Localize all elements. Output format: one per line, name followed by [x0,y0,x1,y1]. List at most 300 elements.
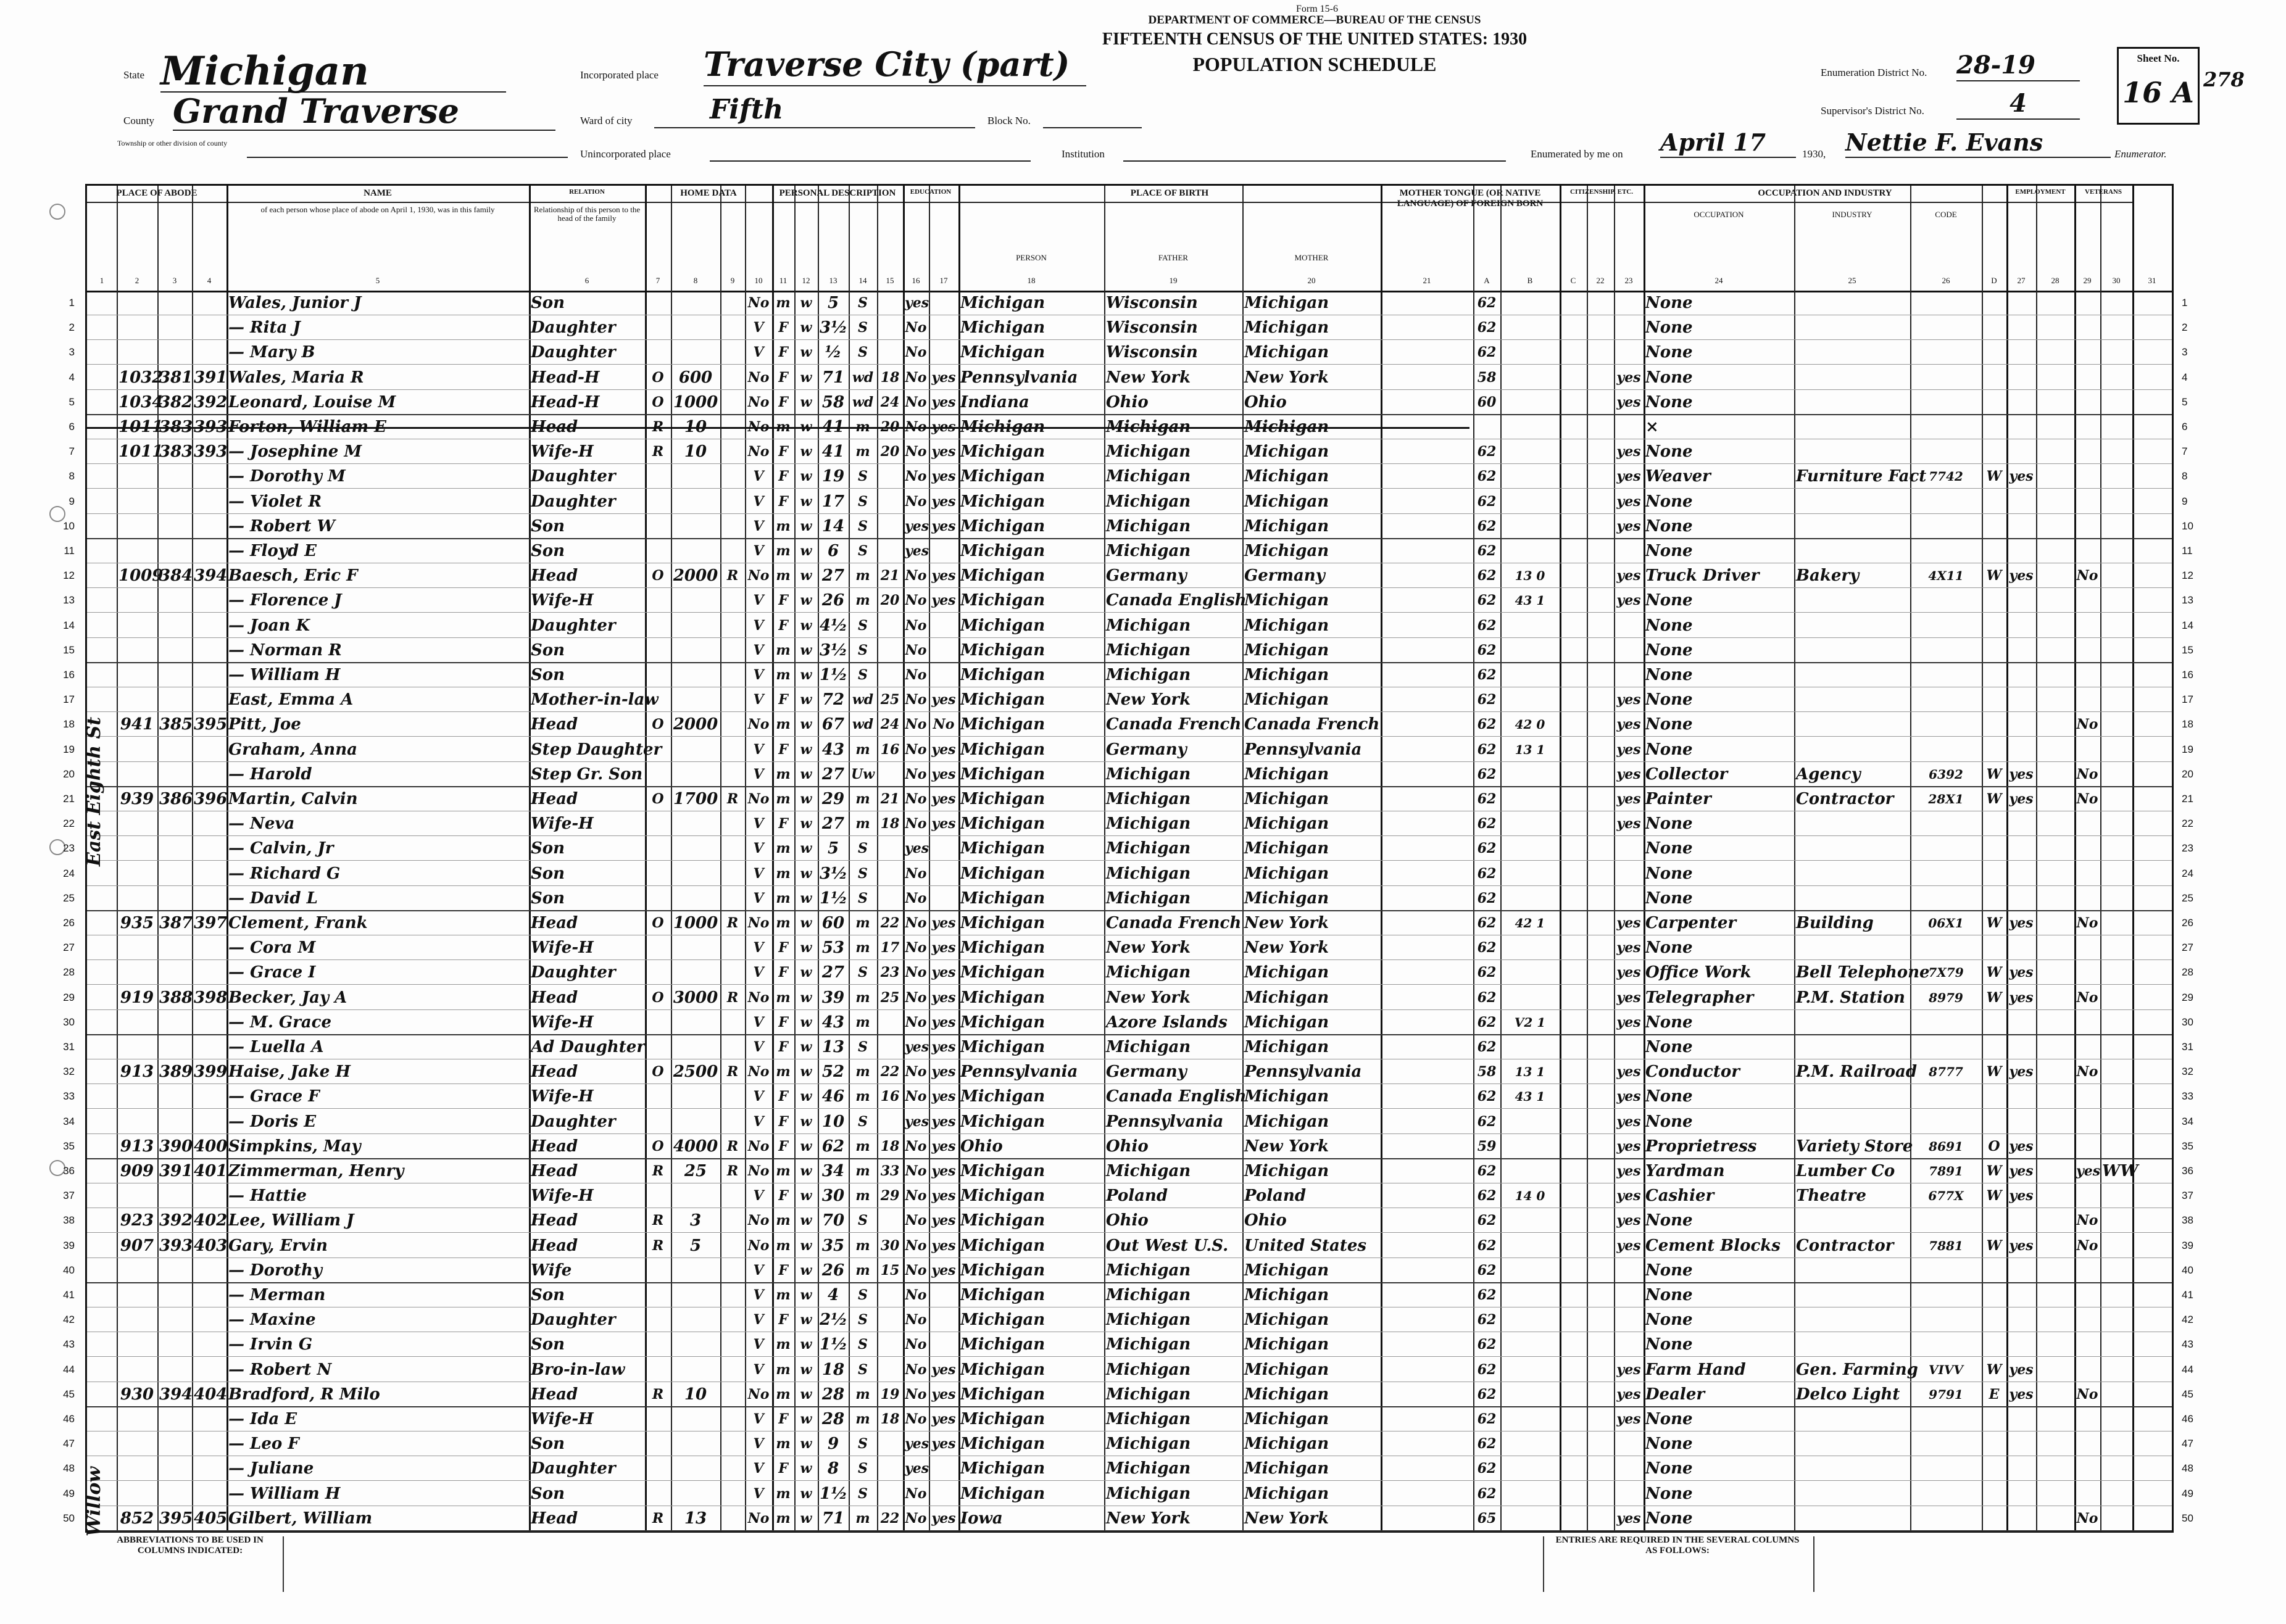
cell-war [2102,912,2130,934]
cell-vet [2076,1036,2098,1058]
cell-name: — Richard G [228,864,341,883]
cell-father-birth: New York [1106,690,1191,710]
cell-family [194,1011,225,1034]
table-row [63,1208,2193,1233]
cell-occ-code [1912,615,1980,637]
line-number-left: 15 [63,644,75,656]
cell-marital: Uw [850,766,875,782]
cell-year-imm [1561,1483,1585,1505]
cell-race: w [800,766,812,782]
line-number-left: 17 [63,694,75,706]
cell-race: w [800,1188,812,1204]
cell-father-birth: Canada English [1106,591,1247,610]
cell-abc: 13 1 [1515,1064,1545,1080]
cell-family: 405 [194,1509,228,1528]
cell-tenure [647,589,669,611]
cell-dwelling [159,763,190,785]
column-number: 8 [693,276,698,285]
cell-read: yes [931,1237,956,1254]
cell-birth: Michigan [960,963,1045,982]
cell-relation: Son [531,1435,565,1454]
cell-year-imm [1561,639,1585,661]
cell-marriage-age: 22 [880,915,900,931]
cell-age: 2½ [820,1311,848,1330]
cell-family [194,837,225,860]
cell-industry: P.M. Railroad [1796,1063,1918,1082]
cell-marriage-age [879,1359,901,1381]
cell-war [2102,1135,2130,1158]
cell-week [2038,887,2072,909]
cell-vet [2076,1085,2098,1108]
cell-class [1984,639,2005,661]
line-number-left: 23 [63,842,75,855]
cell-sex: m [776,1287,791,1303]
cell-birth: Michigan [960,764,1045,784]
cell-age: 3½ [820,864,848,883]
cell-naturalized [1589,317,1612,339]
cell-radio [722,739,743,761]
cell-father-birth: Michigan [1106,1038,1191,1056]
cell-value [673,1483,718,1505]
cell-tongue [1382,1359,1471,1381]
cell-read: yes [931,444,956,460]
cell-value [673,615,718,637]
cell-marriage-age [879,292,901,314]
cell-value: 2000 [673,715,718,734]
cell-week [2038,1483,2072,1505]
cell-class [1984,540,2005,562]
cell-mother-birth: Michigan [1244,492,1329,511]
cell-tongue [1382,1483,1471,1505]
cell-tenure: R [652,1212,664,1229]
cell-occupation: None [1645,591,1693,610]
cell-marital: S [858,642,868,658]
cell-marital: m [855,1163,870,1179]
cell-father-birth: Michigan [1106,790,1191,808]
cell-naturalized [1589,1011,1612,1034]
cell-industry [1796,515,1908,537]
cell-work [2008,317,2034,339]
cell-abc [1502,1408,1558,1430]
cell-war [2102,788,2130,810]
cell-farm: V [753,1361,764,1378]
cell-mother-birth: Michigan [1244,1261,1329,1280]
cell-class: W [1986,989,2002,1006]
cell-tongue [1382,317,1471,339]
cell-birth: Michigan [960,616,1045,635]
cell-naturalized [1589,615,1612,637]
cell-sex: m [776,1237,791,1254]
cell-age: 71 [821,1509,845,1528]
table-row [63,886,2193,911]
cell-class [1984,813,2005,835]
cell-name: — Rita J [228,318,301,338]
cell-occ-code: 7742 [1929,469,1963,484]
cell-farm: No [747,394,770,410]
cell-occ-code [1912,1036,1980,1058]
cell-marriage-age [879,1284,901,1306]
group-underline [903,202,958,203]
cell-marital: S [858,840,868,857]
cell-mother-birth: Michigan [1244,318,1329,338]
cell-year-imm [1561,441,1585,463]
cell-sex: F [778,964,788,981]
cell-industry: Variety Store [1796,1137,1913,1156]
cell-family [194,1111,225,1133]
cell-house [118,1309,156,1331]
cell-house: 907 [120,1236,154,1255]
line-number-left: 35 [63,1140,75,1152]
cell-birth: Ohio [960,1137,1003,1156]
cell-race: w [800,940,812,956]
cell-read: yes [931,592,956,609]
cell-war [2102,639,2130,661]
cell-naturalized [1589,416,1612,438]
cell-war [2102,1309,2130,1331]
cell-marriage-age [879,615,901,637]
cell-farm: V [753,1460,764,1477]
cell-occupation: None [1645,1335,1693,1354]
column-group-birth: PLACE OF BIRTH [1130,188,1209,198]
line-number-right: 40 [2182,1264,2193,1276]
cell-english: yes [1616,964,1641,981]
cell-tongue [1382,863,1471,885]
cell-race: w [800,518,812,534]
cell-marriage-age [879,1457,901,1480]
state-value: Michigan [160,48,506,93]
cell-occ-code [1912,1457,1980,1480]
cell-father-birth: Michigan [1106,839,1191,858]
cell-tenure [647,763,669,785]
cell-school: No [905,766,927,782]
cell-occ-code [1912,1433,1980,1455]
table-row [63,1258,2193,1283]
cell-naturalized [1589,515,1612,537]
cell-week [2038,341,2072,363]
cell-radio [722,1284,743,1306]
cell-work [2008,441,2034,463]
cell-tongue [1382,1309,1471,1331]
cell-work [2008,863,2034,885]
cell-abc: 43 1 [1515,593,1545,608]
cell-dwelling [159,863,190,885]
cell-tongue [1382,465,1471,487]
cell-father-birth: Pennsylvania [1106,1112,1224,1131]
cell-sex: m [776,840,791,857]
cell-class [1984,1284,2005,1306]
cell-farm: V [753,766,764,782]
cell-industry [1796,739,1908,761]
cell-tongue [1382,391,1471,413]
cell-week [2038,713,2072,735]
cell-name: Gilbert, William [228,1509,373,1528]
cell-industry [1796,1036,1908,1058]
state-label: State [123,69,144,81]
column-number: 12 [802,276,810,285]
cell-year-imm [1561,1135,1585,1158]
cell-farm: V [753,592,764,609]
cell-industry [1796,1483,1908,1505]
line-number-right: 44 [2182,1363,2193,1375]
cell-tongue [1382,887,1471,909]
cell-mother-birth: Michigan [1244,1360,1329,1379]
cell-race: w [800,1262,812,1278]
line-number-right: 41 [2182,1289,2193,1301]
cell-birth: Michigan [960,1211,1045,1230]
enum-district-value: 28-19 [1956,51,2080,81]
cell-marital: S [858,667,868,683]
cell-marital: S [858,1113,868,1130]
cell-school: No [905,468,927,485]
cell-relation: Head [531,1385,578,1404]
cell-vet [2076,1483,2098,1505]
cell-school: No [905,1237,927,1254]
cell-marriage-age: 29 [880,1188,900,1204]
cell-vet [2076,1135,2098,1158]
cell-tongue [1382,713,1471,735]
cell-week [2038,689,2072,711]
cell-farm: V [753,518,764,534]
cell-tongue [1382,441,1471,463]
cell-family [194,1185,225,1207]
cell-war [2102,1085,2130,1108]
cell-marriage-age: 19 [880,1386,900,1402]
cell-code: 62 [1477,692,1497,708]
cell-name: — Mary B [228,343,315,362]
cell-code: 62 [1477,1386,1497,1402]
column-number: 7 [655,276,660,285]
cell-relation: Head [531,1137,578,1156]
cell-school: No [905,915,927,931]
cell-house [118,1085,156,1108]
cell-naturalized [1589,664,1612,686]
cell-value [673,961,718,984]
cell-name: Forton, William E [228,418,386,436]
cell-year-imm [1561,961,1585,984]
cell-read: yes [931,518,956,534]
cell-occ-code [1912,367,1980,389]
cell-father-birth: Azore Islands [1106,1013,1228,1032]
cell-occ-code [1912,739,1980,761]
cell-war [2102,292,2130,314]
cell-race: w [800,667,812,683]
cell-occupation: None [1645,1261,1693,1280]
cell-code: 58 [1477,369,1497,386]
line-number-left: 31 [63,1041,75,1053]
cell-abc [1502,1235,1558,1257]
cell-house: 913 [120,1137,154,1156]
line-number-left: 27 [63,942,75,954]
cell-value [673,739,718,761]
cell-occ-code [1912,664,1980,686]
cell-naturalized [1589,1111,1612,1133]
cell-value [673,1309,718,1331]
cell-week [2038,739,2072,761]
cell-tenure: R [652,1163,664,1179]
cell-vet [2076,937,2098,959]
cell-school: No [905,1014,927,1030]
cell-occupation: None [1645,715,1693,734]
cell-father-birth: Ohio [1106,1211,1149,1230]
cell-birth: Michigan [960,591,1045,610]
cell-class [1984,1507,2005,1530]
cell-race: w [800,989,812,1006]
cell-farm: No [747,791,770,807]
cell-marital: S [858,344,868,361]
cell-code: 62 [1477,1361,1497,1378]
cell-marital: wd [852,716,874,733]
cell-birth: Michigan [960,715,1045,734]
cell-house [118,863,156,885]
cell-work [2008,1408,2034,1430]
cell-farm: No [747,444,770,460]
cell-occupation: None [1645,1459,1693,1478]
cell-class [1984,1483,2005,1505]
line-number-right: 39 [2182,1239,2193,1251]
table-row [63,1059,2193,1084]
cell-work [2008,937,2034,959]
cell-sex: m [776,518,791,534]
cell-radio [722,515,743,537]
cell-war [2102,689,2130,711]
cell-code: 62 [1477,1039,1497,1055]
cell-marital: m [855,940,870,956]
cell-value [673,1011,718,1034]
cell-marriage-age: 24 [880,716,900,733]
cell-week [2038,317,2072,339]
cell-relation: Son [531,640,565,660]
cell-family: 403 [194,1236,228,1255]
cell-occ-code [1912,1507,1980,1530]
table-row [63,1456,2193,1481]
cell-industry [1796,540,1908,562]
cell-birth: Michigan [960,1038,1045,1056]
cell-class [1984,1333,2005,1356]
cell-school: No [905,791,927,807]
cell-occupation: Farm Hand [1645,1360,1746,1379]
cell-marriage-age [879,1209,901,1232]
cell-english [1616,664,1642,686]
strike-line [87,427,1469,429]
cell-work [2008,1259,2034,1282]
cell-race: w [800,295,812,311]
line-number-right: 8 [2182,470,2188,483]
cell-age: 53 [821,938,845,958]
cell-marital: m [855,444,870,460]
cell-school: yes [905,518,929,534]
cell-marital: m [855,1064,870,1080]
line-number-right: 29 [2182,991,2193,1003]
cell-code: 62 [1477,568,1497,584]
cell-year-imm [1561,1433,1585,1455]
cell-tongue [1382,1011,1471,1034]
cell-sex: F [778,940,788,956]
cell-english: yes [1616,1064,1641,1080]
cell-birth: Michigan [960,516,1045,536]
cell-industry [1796,1111,1908,1133]
cell-week [2038,1036,2072,1058]
cell-marriage-age: 22 [880,1510,900,1527]
cell-vet [2076,465,2098,487]
cell-naturalized [1589,1408,1612,1430]
cell-occupation: None [1645,666,1693,684]
cell-birth: Michigan [960,1236,1045,1255]
cell-race: w [800,865,812,882]
cell-vet [2076,589,2098,611]
cell-father-birth: Michigan [1106,764,1191,784]
cell-mother-birth: Michigan [1244,1410,1329,1428]
cell-occupation: None [1645,392,1693,412]
cell-year-imm [1561,317,1585,339]
cell-occupation: None [1645,864,1693,883]
cell-tenure: O [652,568,664,584]
cell-age: 72 [821,690,845,710]
cell-marriage-age: 24 [880,394,900,410]
cell-dwelling: 393 [159,1236,193,1255]
cell-tenure [647,1483,669,1505]
line-number-right: 31 [2182,1041,2193,1053]
cell-occupation: Cashier [1645,1187,1715,1206]
cell-code: 62 [1477,1312,1497,1328]
cell-week [2038,1111,2072,1133]
cell-sex: m [776,295,791,311]
column-number: 16 [912,276,920,285]
cell-naturalized [1589,589,1612,611]
cell-family [194,465,225,487]
cell-race: w [800,1212,812,1229]
cell-school: No [905,394,927,410]
cell-marital: S [858,468,868,485]
cell-mother-birth: New York [1244,914,1329,932]
cell-race: w [800,543,812,559]
cell-read: yes [931,394,956,410]
cell-family: 391 [194,368,228,387]
cell-read: yes [931,1361,956,1378]
supervisor-value: 4 [1956,89,2080,120]
cell-class: W [1986,964,2002,981]
cell-house [118,1036,156,1058]
cell-age: 8 [827,1459,839,1478]
cell-naturalized [1589,1085,1612,1108]
cell-race: w [800,1163,812,1179]
cell-school: No [905,344,927,361]
subheader-code: CODE [1935,210,1957,219]
cell-industry [1796,1408,1908,1430]
cell-age: 28 [821,1410,845,1428]
cell-farm: V [753,840,764,857]
cell-read: yes [931,1138,956,1154]
cell-marital: m [855,1138,870,1154]
cell-dwelling: 386 [159,790,193,808]
cell-naturalized [1589,441,1612,463]
line-number-right: 49 [2182,1487,2193,1499]
cell-vet: No [2076,766,2098,782]
cell-naturalized [1589,1507,1612,1530]
cell-birth: Michigan [960,1385,1045,1404]
table-row [63,911,2193,935]
cell-naturalized [1589,1185,1612,1207]
cell-week [2038,788,2072,810]
cell-naturalized [1589,837,1612,860]
line-number-left: 16 [63,669,75,681]
cell-occ-code [1912,1085,1980,1108]
cell-naturalized [1589,1433,1612,1455]
cell-sex: m [776,989,791,1006]
cell-age: 39 [821,988,845,1007]
cell-week [2038,1284,2072,1306]
cell-marital: m [855,1386,870,1402]
cell-birth: Michigan [960,1187,1045,1206]
